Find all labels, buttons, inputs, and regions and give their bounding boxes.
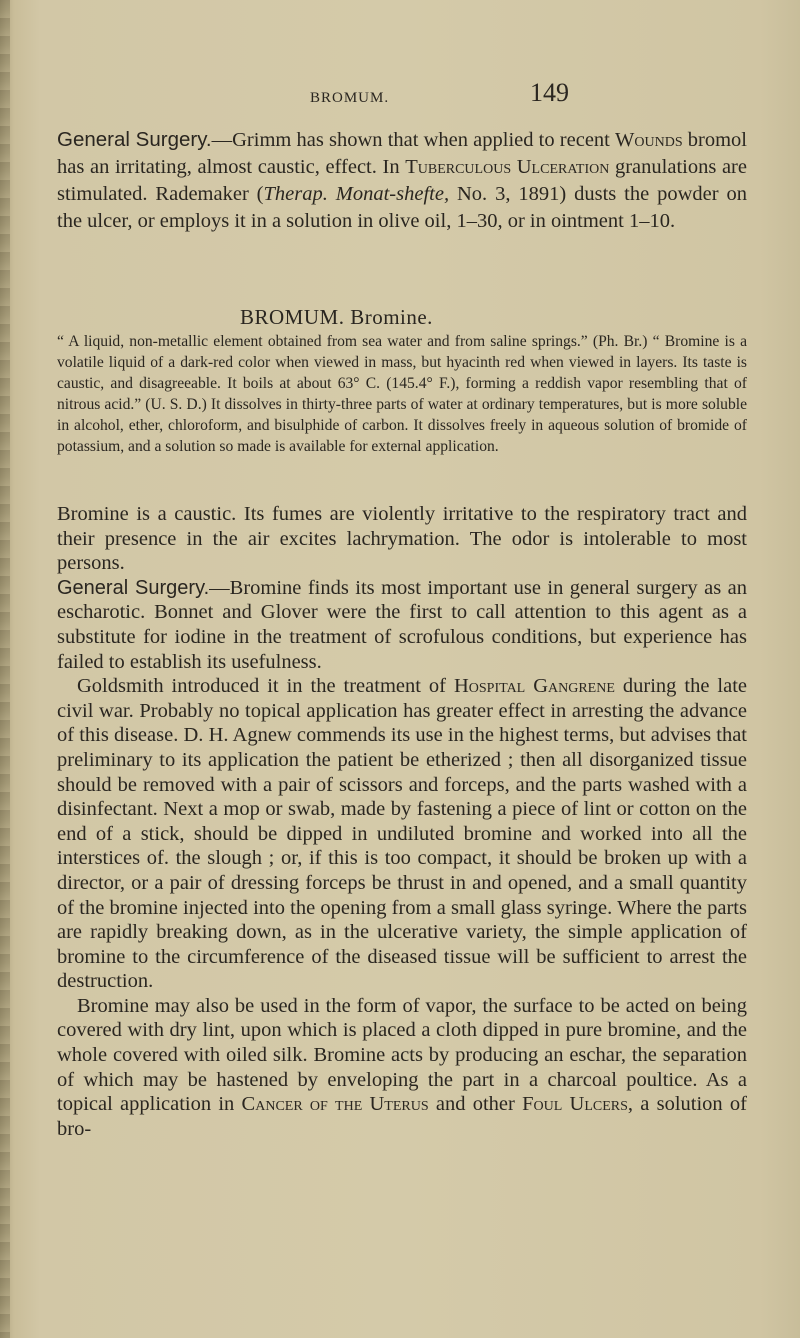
pharmacopoeia-quote: “ A liquid, non-metallic element obtained from sea water and from saline springs.” (Ph. Br.) “ Bromine is a volatile liquid of a dark-red color when viewed in mass, but hyacinth red when viewed in layers. Its taste is caustic, and disagreeable. It boils at about 63° C. (145.4° F.), forming a reddish vapor resembling that of nitrous acid.” (U. S. D.) It dissolves in thirty-three parts of water at ordinary temperatures, but is more soluble in alcohol, ether, chloroform, and bisulphide of carbon. It dissolves freely in aqueous solution of bromide of potassium, and a solution so made is available for external application. — [57, 333, 747, 455]
paragraph-text: granulations are stimulated. Rademaker ( — [57, 156, 747, 205]
section-lead: General Surgery. — [57, 576, 210, 599]
paragraph-text: No. 3, 1891) dusts the powder on the ulcer, or employs it in a solution in olive oil, 1–30, or in ointment 1–10. — [57, 183, 747, 232]
paragraph-text: —Grimm has shown that when applied to recent — [211, 129, 616, 151]
small-caps-term: Wounds — [615, 129, 683, 151]
small-caps-term: Hospital Gangrene — [453, 675, 615, 698]
section-lead: General Surgery. — [57, 128, 212, 151]
paragraph-text: , a solution of bro- — [57, 1093, 747, 1140]
journal-title: Therap. Monat-shefte, — [263, 183, 450, 205]
running-head: BROMUM. — [310, 90, 390, 106]
general-surgery-bromol-paragraph — [57, 126, 747, 235]
body-paragraph — [57, 674, 747, 994]
page-number: 149 — [530, 78, 569, 107]
body-paragraph — [57, 994, 747, 1142]
small-caps-term: Tuberculous Ulceration — [405, 156, 610, 178]
paragraph-text: and other — [428, 1093, 523, 1116]
paragraph-text: during the late civil war. Probably no topical application has greater effect in arresting the advance of this disease. D. H. Agnew commends its use in the highest terms, but advises that preliminary to its application the patient be etherized ; then all disorganized tissue should be removed with a pair of scissors and forceps, and the parts washed with a disinfectant. Next a mop or swab, made by fastening a piece of lint or cotton on the end of a stick, should be dipped in undiluted bromine and worked into all the interstices of. the slough ; or, if this is too compact, it should be broken up with a director, or a pair of dressing forceps be thrust in and opened, and a small quantity of the bromine injected into the opening from a small glass syringe. Where the parts are rapidly breaking down, as in the ulcerative variety, the simple application of bromine to the circumference of the diseased tissue will be sufficient to arrest the destruction. — [57, 675, 748, 993]
small-caps-term: Cancer of the Uterus — [241, 1093, 429, 1116]
body-paragraph: Bromine is a caustic. Its fumes are violently irritative to the respiratory tract and their presence in the air excites lachrymation. The odor is intolerable to most persons. — [57, 503, 747, 575]
article-heading: BROMUM. Bromine. — [240, 305, 433, 329]
binding-gutter — [0, 0, 10, 1338]
small-caps-term: Foul Ulcers — [522, 1093, 628, 1116]
paragraph-text: —Bromine finds its most important use in general surgery as an escharotic. Bonnet and Glover were the first to call attention to this agent as a substitute for iodine in the treatment of scrofulous conditions, but experience has failed to establish its usefulness. — [57, 576, 747, 673]
paragraph-text: Bromine may also be used in the form of vapor, the surface to be acted on being covered with dry lint, upon which is placed a cloth dipped in pure bromine, and the whole covered with oiled silk. Bromine acts by producing an eschar, the separation of which may be hastened by enveloping the part in a charcoal poultice. As a topical application in — [57, 994, 747, 1116]
article-body — [57, 502, 747, 1141]
body-paragraph — [57, 576, 747, 674]
paragraph-text: bromol has an irritating, almost caustic, effect. In — [57, 129, 747, 178]
paragraph-text: Goldsmith introduced it in the treatment of — [77, 675, 454, 698]
